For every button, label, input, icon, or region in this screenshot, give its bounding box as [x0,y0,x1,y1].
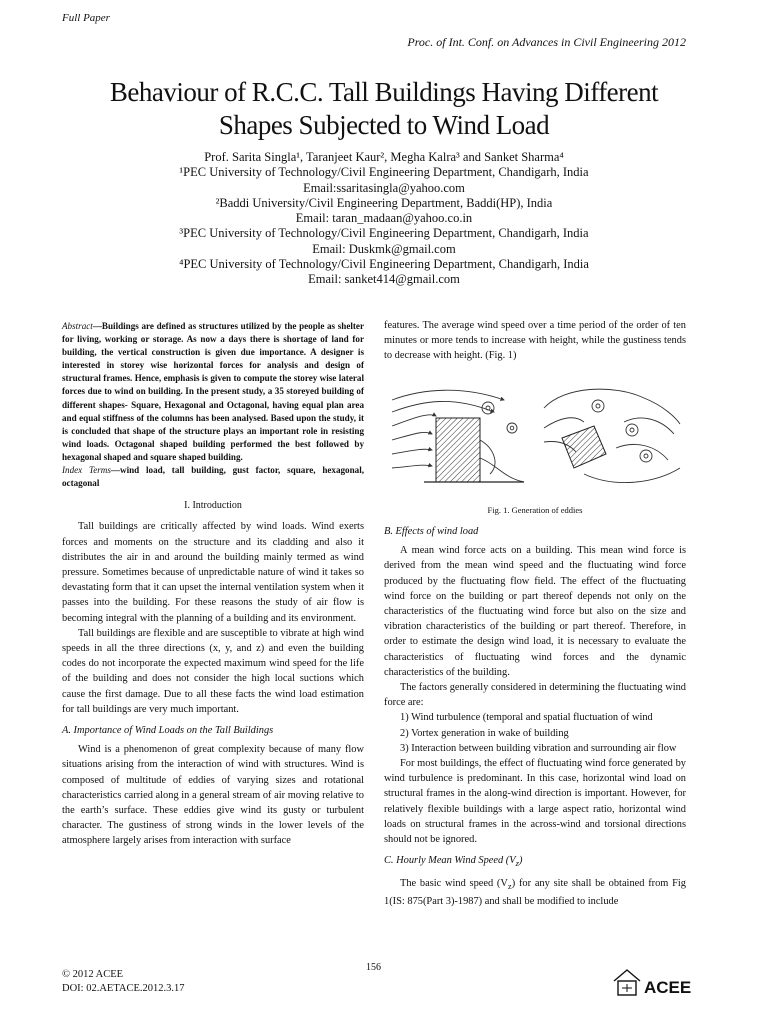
abstract-label: Abstract [62,321,93,331]
title-line-1: Behaviour of R.C.C. Tall Buildings Having Different [109,77,659,107]
author-names: Prof. Sarita Singla¹, Taranjeet Kaur², Megha Kalra³ and Sanket Sharma⁴ [204,150,564,164]
subsection-b-paragraph-2: The factors generally considered in determining the fluctuating wind force are: [384,682,686,709]
page-number: 156 [366,962,381,973]
affiliation-1: ¹PEC University of Technology/Civil Engineering Department, Chandigarh, India [179,165,589,180]
email-4[interactable]: Email: sanket414@gmail.com [308,272,460,287]
title-line-2: Shapes Subjected to Wind Load [218,110,550,140]
header-proceedings: Proc. of Int. Conf. on Advances in Civil Engineering 2012 [407,35,686,49]
subsection-c-paragraph [384,876,686,909]
copyright-text: © 2012 ACEE [62,969,124,980]
subsection-b-paragraph-3: For most buildings, the effect of fluctuating wind force generated by wind turbulence is predominant. In this case, horizontal wind load on structural frames in the along-wind direction is important. However, for relatively flexible buildings with a large aspect ratio, horizontal wind loads on structural frames in the across-wind and torsional directions should not be ignored. [384,758,686,846]
continued-paragraph: features. The average wind speed over a time period of the order of ten minutes or more tends to increase with height, while the gustiness tends to decrease with height. (Fig. 1) [384,320,686,362]
factor-list-item-2: 2) Vortex generation in wake of building [400,727,569,739]
subsection-a-paragraph: Wind is a phenomenon of great complexity because of many flow situations arising from the interaction of wind with structures. Wind is composed of multitude of eddies of varying sizes and rotational characteristics carried along in a general stream of air moving relative to the earth’s surface. These eddies give wind its gusty or turbulent character. The gustiness of strong winds in the lower levels of the atmosphere largely arises from interaction with surface [62,744,364,847]
subsection-c-text-a: The basic wind speed (V [400,877,508,889]
subsection-heading-b: B. Effects of wind load [384,526,479,538]
email-2[interactable]: Email: taran_madaan@yahoo.co.in [295,211,473,226]
index-terms-label: Index Terms [62,465,111,476]
right-column [384,318,686,909]
left-column [62,320,364,849]
subsection-b-paragraph-1: A mean wind force acts on a building. This mean wind force is derived from the mean wind speed and the fluctuating wind force produced by the fluctuating flow field. The effect of the fluctuating wind force on the building or part thereof depends not only on the characteristics of the fluctuating wind force but also on the size and vibration characteristics of the building or part thereof. Therefore, in order to estimate the design wind load, it is necessary to evaluate the characteristics of fluctuating wind forces and the dynamic characteristics of the building. [384,545,686,678]
paper-title [40,76,728,142]
acee-logo [612,966,702,998]
figure-caption: Fig. 1. Generation of eddies [487,504,583,515]
email-3[interactable]: Email: Duskmk@gmail.com [312,241,456,256]
header-paper-type: Full Paper [62,12,110,24]
building-block-left [436,418,480,482]
subsection-heading-c [384,853,686,871]
affiliation-4: ⁴PEC University of Technology/Civil Engineering Department, Chandigarh, India [179,257,589,272]
abstract [62,320,364,464]
subsection-c-text-b: ) for any site shall be obtained from Fig 1(IS: 875(Part 3)-1987) and shall be modified to include [384,877,686,907]
index-terms-text: —wind load, tall building, gust factor, square, hexagonal, octagonal [62,465,365,489]
section-heading-introduction: I. Introduction [184,500,242,512]
footer-left [62,968,185,996]
affiliation-3: ³PEC University of Technology/Civil Engineering Department, Chandigarh, India [179,226,589,241]
factor-list-item-3: 3) Interaction between building vibration and surrounding air flow [400,742,677,754]
affiliation-2: ²Baddi University/Civil Engineering Department, Baddi(HP), India [215,195,553,210]
intro-paragraph-2: Tall buildings are flexible and are susceptible to vibrate at high wind speeds in all the three directions (x, y, and z) and even the building codes do not incorporate the expected maximum wind speed for the life of the building and does not consider the high local suctions which cause the first damage. Due to all these facts the wind load estimation for tall buildings are very much important. [62,627,364,715]
flow-lines-right [544,389,680,482]
email-1[interactable]: Email:ssaritasingla@yahoo.com [303,180,465,195]
subsection-heading-a: A. Importance of Wind Loads on the Tall Buildings [62,725,274,737]
abstract-text: —Buildings are defined as structures utilized by the people as shelter for living, working or storage. As now a days there is shortage of land for building, the vertical construction is given due importance. A designer is interested in storey wise horizontal forces for analysis and design of structural frames. Hence, emphasis is given to compute the storey wise lateral forces due to wind on building. In the present study, a 35 storeyed building of different shapes- Square, Hexagonal and Octagonal, having equal plan area and equal stiffness of the columns has been analysed. Based upon the study, it is concluded that shape of the structure plays an important role in resisting wind loads. Octagonal shaped building performed the best followed by hexagonal shaped and square shaped building. [62,321,364,462]
index-terms [62,464,364,490]
subsection-c-close: ) [518,855,523,867]
author-block [40,150,728,288]
intro-paragraph-1: Tall buildings are critically affected by wind loads. Wind exerts forces and moments on the structure and its cladding and also it distributes the air in and around the building mainly termed as wind pressure. Sometimes because of unpredictable nature of wind it takes so devastating form that it can upset the internal ventilation system when it passes into the building. For these reasons the study of air flow is becoming integral with the planning of a building and its environment. [62,521,364,624]
subsection-c-subscript: z [515,858,519,869]
factor-list-item-1: 1) Wind turbulence (temporal and spatial fluctuation of wind [400,712,653,724]
eddies-left [482,402,517,433]
doi-text: DOI: 02.AETACE.2012.3.17 [62,983,185,994]
eddies-figure [384,378,686,492]
house-icon [614,970,640,995]
subsection-c-text-subscript: z [507,880,512,891]
building-block-right [562,426,606,468]
logo-text: ACEE [644,978,692,997]
subsection-c-title: C. Hourly Mean Wind Speed (V [384,855,516,867]
